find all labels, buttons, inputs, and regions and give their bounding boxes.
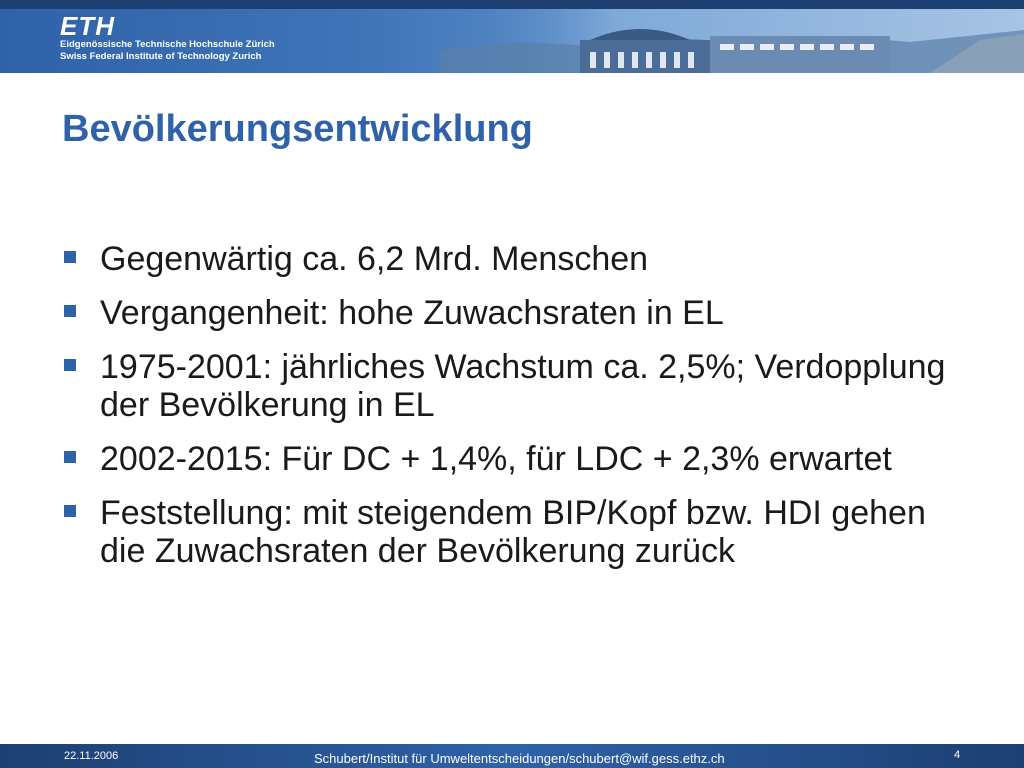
bullet-text: 2002-2015: Für DC + 1,4%, für LDC + 2,3% erwartet xyxy=(100,440,892,478)
footer-date: 22.11.2006 xyxy=(64,750,119,762)
header-banner xyxy=(0,0,1024,73)
institution-name-de: Eidgenössische Technische Hochschule Zürich xyxy=(60,39,275,50)
eth-logo: ETH xyxy=(60,11,115,41)
square-bullet-icon xyxy=(64,451,76,463)
bullet-text: Vergangenheit: hohe Zuwachsraten in EL xyxy=(100,294,724,332)
bullet-text: Feststellung: mit steigendem BIP/Kopf bzw. HDI gehen die Zuwachsraten der Bevölkerung zurück xyxy=(100,494,926,570)
square-bullet-icon xyxy=(64,251,76,263)
bullet-item xyxy=(64,494,964,570)
eth-building-photo xyxy=(440,0,1024,73)
bullet-text: Gegenwärtig ca. 6,2 Mrd. Menschen xyxy=(100,240,649,278)
bullet-item xyxy=(64,440,964,478)
square-bullet-icon xyxy=(64,505,76,517)
square-bullet-icon xyxy=(64,305,76,317)
institution-name-en: Swiss Federal Institute of Technology Zurich xyxy=(60,51,262,62)
bullet-text: 1975-2001: jährliches Wachstum ca. 2,5%; Verdopplung der Bevölkerung in EL xyxy=(100,348,946,424)
page-number: 4 xyxy=(954,749,961,761)
slide-title: Bevölkerungsentwicklung xyxy=(62,108,533,150)
bullet-list xyxy=(64,240,964,586)
bullet-item xyxy=(64,240,964,278)
footer-bar xyxy=(0,744,1024,768)
square-bullet-icon xyxy=(64,359,76,371)
bullet-item xyxy=(64,294,964,332)
footer-author: Schubert/Institut für Umweltentscheidungen/schubert@wif.gess.ethz.ch xyxy=(314,751,725,766)
bullet-item xyxy=(64,348,964,424)
